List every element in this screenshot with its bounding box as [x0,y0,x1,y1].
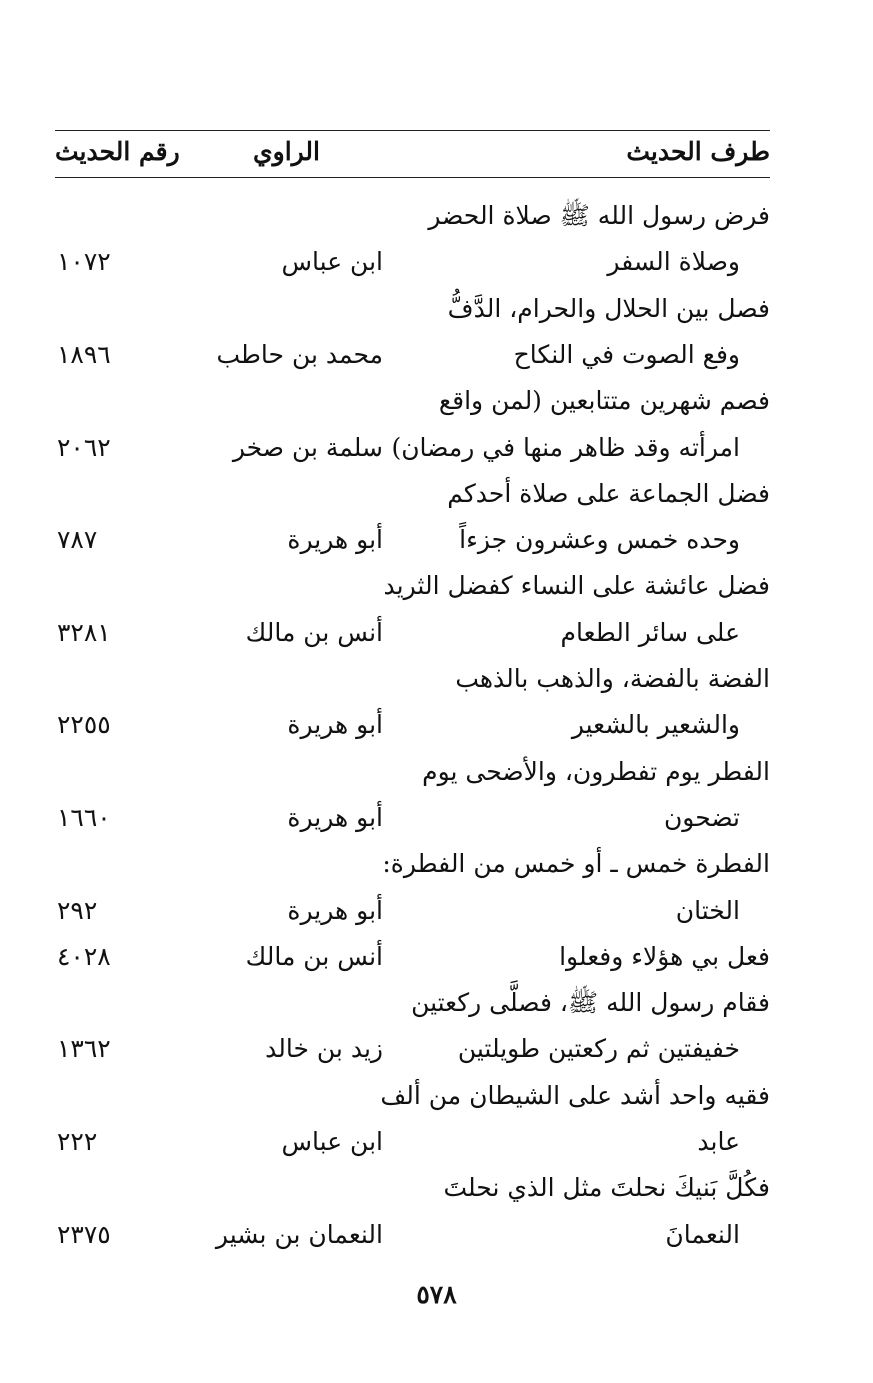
entry-narrator: أبو هريرة [287,896,383,925]
entry-text-line: على سائر الطعام [560,618,740,647]
entry-narrator: ابن عباس [281,1127,383,1156]
entry-text-line: وصلاة السفر [607,247,740,276]
entry-number: ٢٠٦٢ [57,433,111,462]
entry-text-line: امرأته وقد ظاهر منها في رمضان) [391,433,740,462]
entry-text-line: فرض رسول الله ﷺ صلاة الحضر [428,201,770,230]
entry-text-line: فكُلَّ بَنيكَ نحلتَ مثل الذي نحلتَ [443,1173,770,1202]
entry-text-line: الفطر يوم تفطرون، والأضحى يوم [422,757,770,786]
entry-number: ١٨٩٦ [57,340,111,369]
entry-narrator: أنس بن مالك [245,942,383,971]
entry-narrator: زيد بن خالد [265,1034,383,1063]
entry-text-line: وفع الصوت في النكاح [513,340,740,369]
header-hadith-ref: طرف الحديث [626,137,770,166]
entry-text-line: وحده خمس وعشرون جزءاً [459,525,740,554]
entry-narrator: أبو هريرة [287,803,383,832]
entry-number: ٢٣٧٥ [57,1220,111,1249]
entry-text-line: فضل الجماعة على صلاة أحدكم [447,479,770,508]
entry-text-line: فقيه واحد أشد على الشيطان من ألف [380,1081,770,1110]
entry-text-line: فقام رسول الله ﷺ، فصلَّى ركعتين [411,988,770,1017]
entry-text-line: الفطرة خمس ـ أو خمس من الفطرة: [382,849,770,878]
entry-text-line: النعمانَ [665,1220,740,1249]
entry-number: ٣٢٨١ [57,618,111,647]
entry-number: ٢٢٥٥ [57,710,111,739]
entry-narrator: أنس بن مالك [245,618,383,647]
entry-text-line: الختان [675,896,740,925]
entry-number: ٢٢٢ [57,1127,98,1156]
entry-number: ١٦٦٠ [57,803,111,832]
entry-text-line: فصل بين الحلال والحرام، الدَّفُّ [447,294,770,323]
page-number: ٥٧٨ [416,1280,457,1309]
header-narrator: الراوي [253,137,320,166]
entry-number: ٤٠٢٨ [57,942,111,971]
entry-number: ١٣٦٢ [57,1034,111,1063]
entry-text-line: فصم شهرين متتابعين (لمن واقع [438,386,770,415]
entry-text-line: خفيفتين ثم ركعتين طويلتين [457,1034,740,1063]
entry-text-line: فعل بي هؤلاء وفعلوا [559,942,770,971]
entry-text-line: تضحون [663,803,740,832]
entry-number: ١٠٧٢ [57,247,111,276]
entry-narrator: سلمة بن صخر [232,433,383,462]
entry-narrator: محمد بن حاطب [216,340,383,369]
entry-text-line: فضل عائشة على النساء كفضل الثريد [383,571,770,600]
entry-number: ٢٩٢ [57,896,98,925]
entry-narrator: أبو هريرة [287,710,383,739]
header-hadith-number: رقم الحديث [55,137,180,166]
entry-narrator: النعمان بن بشير [215,1220,383,1249]
entry-narrator: ابن عباس [281,247,383,276]
entry-narrator: أبو هريرة [287,525,383,554]
entry-text-line: الفضة بالفضة، والذهب بالذهب [455,664,770,693]
entry-number: ٧٨٧ [57,525,98,554]
entry-text-line: عابد [697,1127,740,1156]
entry-text-line: والشعير بالشعير [571,710,740,739]
